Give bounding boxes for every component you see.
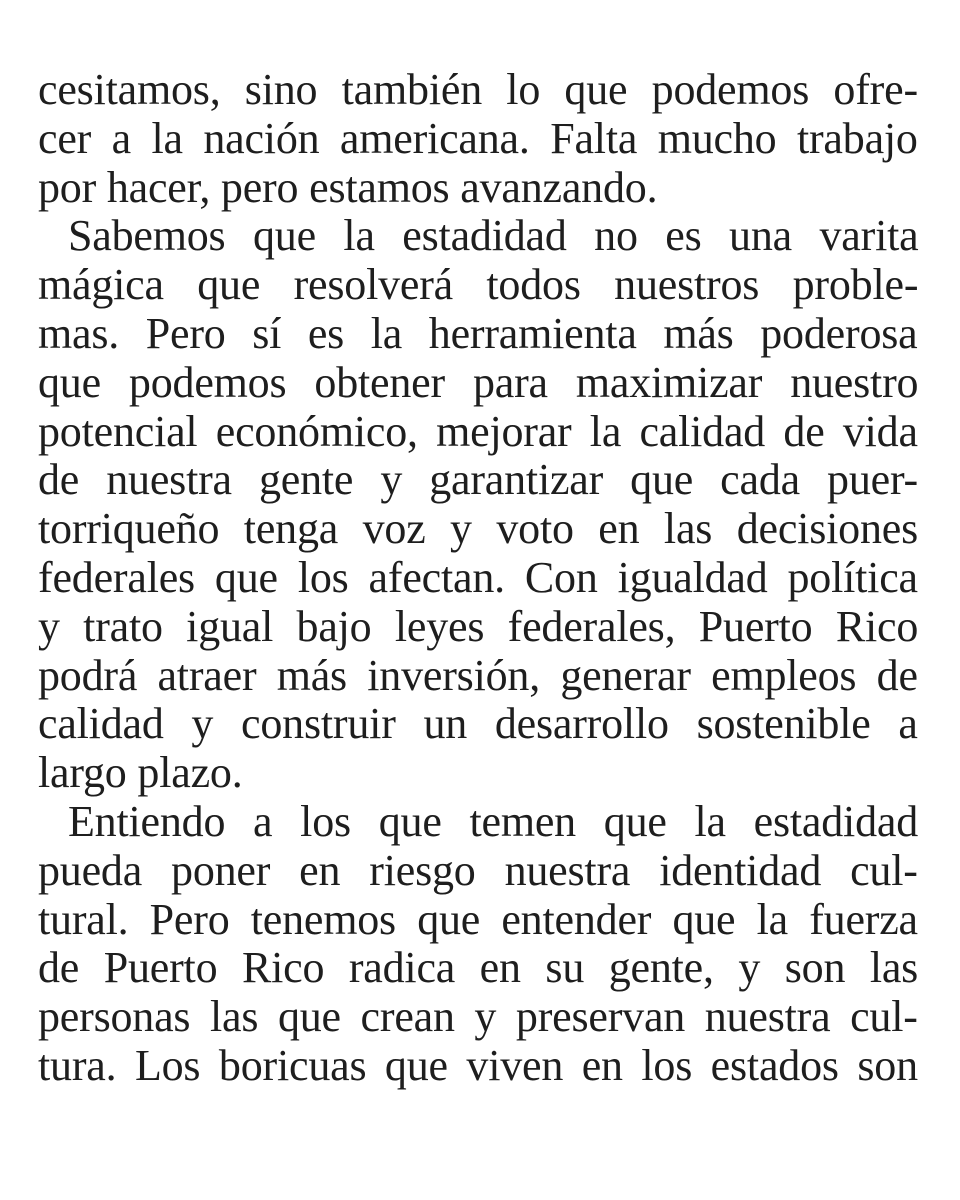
paragraph-1	[38, 66, 918, 212]
paragraph-2	[38, 212, 918, 798]
text-line: largo plazo.	[38, 748, 243, 798]
text-line: por hacer, pero estamos avanzando.	[38, 162, 658, 212]
text-line: podrá atraer más inversión, generar empleos de	[38, 650, 918, 700]
text-line: tura. Los boricuas que viven en los estados son	[38, 1040, 918, 1090]
text-line: federales que los afectan. Con igualdad política	[38, 552, 918, 602]
text-line: tural. Pero tenemos que entender que la fuerza	[38, 894, 918, 944]
text-line: mas. Pero sí es la herramienta más poderosa	[38, 308, 918, 358]
text-line: mágica que resolverá todos nuestros proble-	[38, 260, 919, 310]
text-line: y trato igual bajo leyes federales, Puerto Rico	[38, 601, 919, 651]
text-line: cesitamos, sino también lo que podemos ofre-	[38, 65, 918, 114]
article-column	[38, 66, 918, 1091]
paragraph-3	[38, 798, 918, 1091]
text-line: potencial económico, mejorar la calidad de vida	[38, 406, 918, 456]
text-line: Entiendo a los que temen que la estadidad	[68, 796, 919, 846]
text-line: Sabemos que la estadidad no es una varita	[68, 211, 919, 261]
text-line: de Puerto Rico radica en su gente, y son las	[38, 943, 919, 993]
text-line: torriqueño tenga voz y voto en las decisiones	[38, 504, 919, 554]
text-line: calidad y construir un desarrollo sostenible a	[38, 699, 918, 749]
text-line: cer a la nación americana. Falta mucho trabajo	[38, 113, 918, 163]
text-line: de nuestra gente y garantizar que cada puer-	[38, 455, 919, 505]
text-line: pueda poner en riesgo nuestra identidad cul-	[38, 845, 918, 895]
text-line: personas las que crean y preservan nuestra cul-	[38, 992, 918, 1042]
text-line: que podemos obtener para maximizar nuestro	[38, 357, 919, 407]
